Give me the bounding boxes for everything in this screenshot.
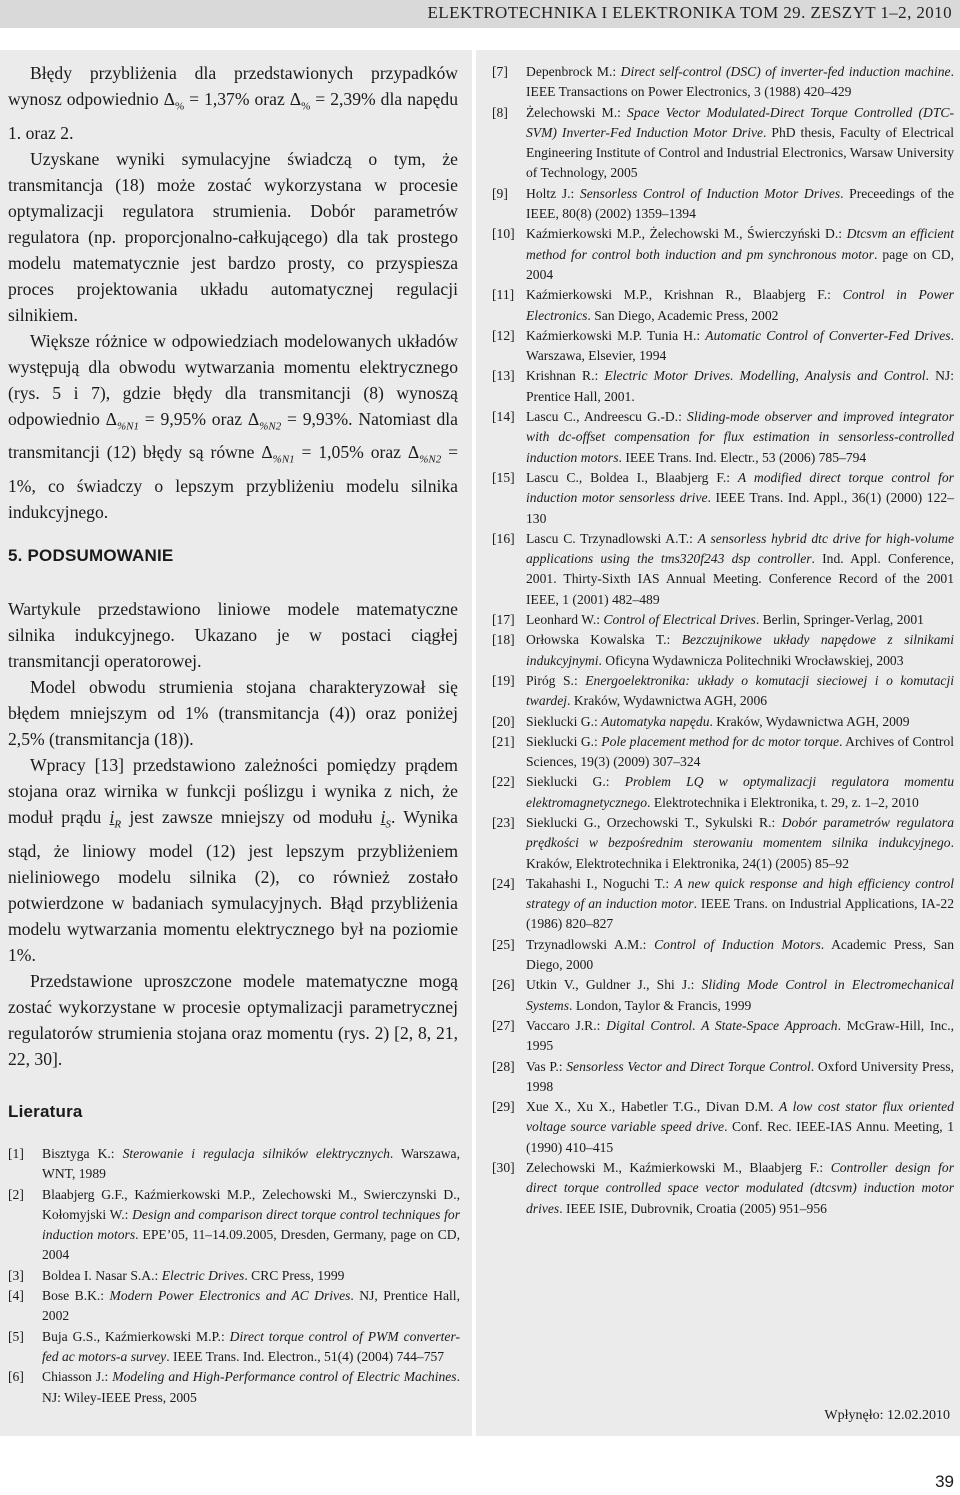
reference-title: Space Vector Modulated-Direct Torque Controlled (DTC-SVM) Inverter-Fed Induction Motor Drive bbox=[526, 104, 954, 140]
reference-authors: Utkin V., Guldner J., Shi J.: bbox=[526, 977, 702, 993]
reference-item bbox=[492, 874, 954, 935]
reference-title: Control of Induction Motors bbox=[654, 936, 821, 952]
reference-number: [3] bbox=[8, 1267, 24, 1283]
reference-number: [26] bbox=[492, 977, 515, 993]
reference-details: . Berlin, Springer-Verlag, 2001 bbox=[755, 612, 924, 628]
reference-title: Dobór parametrów regulatora prędkości w bezpośrednim sterowaniu momentem silnika indukcyjnego bbox=[526, 814, 954, 851]
reference-number: [27] bbox=[492, 1017, 515, 1033]
reference-details: . San Diego, Academic Press, 2002 bbox=[587, 307, 779, 323]
section-heading-summary: 5. PODSUMOWANIE bbox=[8, 546, 174, 565]
reference-details: . EPE’05, 11–14.09.2005, Dresden, Germany, page on CD, 2004 bbox=[42, 1227, 461, 1263]
reference-title: A modified direct torque control for induction motor sensorless drive bbox=[526, 469, 954, 506]
reference-item bbox=[492, 1097, 954, 1158]
reference-number: [1] bbox=[8, 1146, 24, 1161]
reference-number: [22] bbox=[492, 774, 515, 790]
reference-title: A new quick response and high efficiency control strategy of an induction motor bbox=[526, 875, 954, 912]
reference-details: . NJ: Prentice Hall, 2001. bbox=[526, 368, 955, 404]
reference-title: Pole placement method for dc motor torque bbox=[601, 733, 840, 749]
reference-title: Design and comparison direct torque control techniques for induction motors bbox=[42, 1206, 460, 1243]
reference-authors: Piróg S.: bbox=[526, 672, 586, 688]
reference-title: Direct torque control of PWM converter-fed ac motors-a survey bbox=[42, 1328, 460, 1364]
reference-number: [13] bbox=[492, 368, 515, 384]
reference-number: [19] bbox=[492, 672, 515, 688]
reference-item bbox=[492, 630, 954, 671]
paragraph-summary-2: Model obwodu strumienia stojana charakteryzował się błędem mniejszym od 1% (transmitancja (4)) oraz poniżej 2,5% (transmitancja (18)). bbox=[8, 677, 458, 749]
reference-item bbox=[492, 184, 954, 225]
reference-authors: Kaźmierkowski M.P., Krishnan R., Blaabjerg F.: bbox=[526, 287, 843, 303]
reference-authors: Kaźmierkowski M.P. Tunia H.: bbox=[526, 327, 706, 343]
reference-details: . IEEE Trans. Ind. Electr., 53 (2006) 785–794 bbox=[618, 449, 867, 465]
reference-authors: Bisztyga K.: bbox=[42, 1146, 123, 1161]
reference-details: . IEEE Trans. Ind. Appl., 36(1) (2000) 122–130 bbox=[526, 490, 954, 526]
reference-authors: Zelechowski M., Kaźmierkowski M., Blaabjerg F.: bbox=[526, 1160, 831, 1176]
reference-item bbox=[492, 529, 954, 610]
reference-item bbox=[492, 732, 954, 773]
reference-number: [21] bbox=[492, 733, 515, 749]
reference-number: [18] bbox=[492, 632, 515, 648]
paragraph-summary-3: Wpracy [13] przedstawiono zależności pomiędzy prądem stojana oraz wirnika w funkcji poślizgu i wynika z nich, że moduł prądu $i_R$ jest zawsze mniejszy od modułu $i_S$. Wynika stąd, że liniowy model (12) jest lepszym przybliżeniem nieliniowego modelu silnika (2), co również zostało potwierdzone w badaniach symulacyjnych. Błąd przybliżenia modelu wytwarzania momentu elektrycznego był na poziomie 1%. bbox=[8, 755, 458, 965]
paragraph-simulation-results: Uzyskane wyniki symulacyjne świadczą o tym, że transmitancja (18) może zostać wykorzystana w procesie optymalizacji regulatora strumienia. Dobór parametrów regulatora (np. proporcjonalno-całkującego) dla tak prostego modelu matematycznie jest bardzo prosty, co przyspiesza proces projektowania układu automatycznej regulacji silnikiem. bbox=[8, 148, 458, 325]
reference-details: . Kraków, Elektrotechnika i Elektronika, 24(1) (2005) 85–92 bbox=[526, 835, 954, 871]
reference-number: [20] bbox=[492, 713, 515, 729]
reference-details: . NJ: Wiley-IEEE Press, 2005 bbox=[42, 1369, 460, 1405]
reference-item bbox=[8, 1327, 460, 1368]
results-discussion bbox=[8, 60, 458, 525]
reference-details: . Archives of Control Sciences, 19(3) (2009) 307–324 bbox=[526, 733, 955, 770]
page-footer bbox=[0, 1466, 960, 1495]
reference-details: . IEEE Trans. on Industrial Applications, IA-22 (1986) 820–827 bbox=[526, 896, 954, 932]
reference-details: . Conf. Rec. IEEE-IAS Annu. Meeting, 1 (1990) 410–415 bbox=[526, 1119, 954, 1155]
reference-number: [23] bbox=[492, 814, 515, 830]
reference-number: [6] bbox=[8, 1369, 24, 1385]
paragraph-approx-errors: Błędy przybliżenia dla przedstawionych przypadków wynosz odpowiednio $\Delta_{\%} = 1,37\%$ oraz $\Delta_{\%} = 2,39\%$ dla napędu 1. oraz 2. bbox=[8, 63, 458, 143]
reference-item bbox=[492, 62, 954, 103]
right-column bbox=[476, 50, 960, 1436]
reference-authors: Krishnan R.: bbox=[526, 368, 605, 384]
reference-item bbox=[492, 103, 954, 184]
reference-number: [11] bbox=[492, 287, 515, 303]
reference-item bbox=[8, 1266, 460, 1286]
reference-item bbox=[492, 1057, 954, 1098]
reference-title: Automatyka napędu bbox=[601, 713, 710, 729]
reference-item bbox=[492, 975, 954, 1016]
reference-authors: Sieklucki G.: bbox=[526, 774, 625, 790]
reference-details: . Elektrotechnika i Elektronika, t. 29, z. 1–2, 2010 bbox=[647, 794, 919, 810]
reference-number: [9] bbox=[492, 185, 508, 201]
reference-title: Automatic Control of Converter-Fed Drives bbox=[705, 327, 951, 343]
reference-details: . Oficyna Wydawnicza Politechniki Wrocławskiej, 2003 bbox=[598, 652, 904, 668]
reference-authors: Kaźmierkowski M.P., Żelechowski M., Świerczyński D.: bbox=[526, 226, 847, 242]
reference-item bbox=[492, 671, 954, 712]
reference-title: Modern Power Electronics and AC Drives bbox=[109, 1288, 351, 1304]
reference-details: . Ind. Appl. Conference, 2001. Thirty-Sixth IAS Annual Meeting. Conference Record of the 2001 IEEE, 1 (2001) 482–489 bbox=[526, 551, 954, 607]
reference-item bbox=[8, 1286, 460, 1327]
reference-number: [15] bbox=[492, 469, 515, 485]
reference-number: [17] bbox=[492, 612, 515, 628]
reference-title: Control in Power Electronics bbox=[526, 287, 954, 323]
reference-authors: Vas P.: bbox=[526, 1058, 567, 1074]
reference-item bbox=[492, 813, 954, 874]
reference-title: Sensorless Control of Induction Motor Drives bbox=[579, 185, 841, 201]
reference-item bbox=[492, 285, 954, 326]
reference-item bbox=[492, 468, 954, 529]
reference-title: A low cost stator flux oriented voltage source variable speed drive bbox=[526, 1099, 954, 1135]
reference-authors: Vaccaro J.R.: bbox=[526, 1017, 607, 1033]
reference-title: Direct self-control (DSC) of inverter-fed induction machine bbox=[620, 64, 951, 79]
reference-authors: Orłowska Kowalska T.: bbox=[526, 632, 682, 648]
reference-item bbox=[8, 1144, 460, 1185]
reference-authors: Leonhard W.: bbox=[526, 612, 604, 628]
reference-authors: Lascu C., Andreescu G.-D.: bbox=[526, 409, 688, 425]
reference-authors: Boldea I. Nasar S.A.: bbox=[42, 1267, 162, 1283]
reference-title: Control of Electrical Drives bbox=[603, 612, 756, 628]
reference-details: . Oxford University Press, 1998 bbox=[526, 1058, 954, 1094]
reference-authors: Blaabjerg G.F., Kaźmierkowski M.P., Zelechowski M., Swierczynski D., Kołomyjski W.: bbox=[42, 1186, 460, 1222]
running-header bbox=[0, 0, 960, 28]
reference-details: . IEEE Transactions on Power Electronics, 3 (1988) 420–429 bbox=[526, 64, 954, 100]
reference-item bbox=[492, 610, 954, 630]
reference-details: . Academic Press, San Diego, 2000 bbox=[526, 936, 954, 973]
reference-title: Sterowanie i regulacja silników elektrycznych bbox=[122, 1146, 390, 1161]
reference-item bbox=[492, 935, 954, 976]
reference-details: . Kraków, Wydawnictwa AGH, 2006 bbox=[567, 693, 768, 709]
reference-authors: Depenbrock M.: bbox=[526, 64, 621, 79]
reference-item bbox=[492, 1016, 954, 1057]
reference-item bbox=[492, 1158, 954, 1219]
reference-number: [8] bbox=[492, 104, 508, 120]
reference-details: . Warszawa, WNT, 1989 bbox=[42, 1146, 460, 1182]
reference-authors: Bose B.K.: bbox=[42, 1288, 110, 1304]
summary-section bbox=[8, 596, 458, 1072]
reference-title: A sensorless hybrid dtc drive for high-volume applications using the tms320f243 dsp controller bbox=[526, 530, 954, 567]
reference-details: . McGraw-Hill, Inc., 1995 bbox=[526, 1017, 954, 1054]
reference-number: [28] bbox=[492, 1058, 515, 1074]
reference-number: [29] bbox=[492, 1099, 515, 1115]
reference-details: . CRC Press, 1999 bbox=[244, 1267, 345, 1283]
reference-title: Sliding-mode observer and improved integrator with dc-offset compensation for flux estimation in sensorless-controlled induction motors bbox=[526, 409, 954, 465]
reference-number: [16] bbox=[492, 530, 515, 546]
received-date: Wpłynęło: 12.02.2010 bbox=[824, 1408, 950, 1423]
reference-number: [2] bbox=[8, 1186, 24, 1202]
paragraph-torque-differences: Większe różnice w odpowiedziach modelowanych układów występują dla obwodu wytwarzania momentu elektrycznego (rys. 5 i 7), gdzie błędy dla transmitancji (8) wynoszą odpowiednio $\Delta_{\%N1} = 9,95\%$ oraz $\Delta_{\%N2} = 9,93\%$. Natomiast dla transmitancji (12) błędy są równe $\Delta_{\%N1} = 1,05\%$ oraz $\Delta_{\%N2} = 1\%$, co świadczy o lepszym przybliżeniu modelu silnika indukcyjnego. bbox=[8, 330, 459, 522]
reference-list-right bbox=[492, 62, 954, 1219]
reference-number: [10] bbox=[492, 226, 515, 242]
reference-title: Bezczujnikowe układy napędowe z silnikami indukcyjnymi bbox=[526, 632, 955, 668]
reference-title: Problem LQ w optymalizacji regulatora momentu elektromagnetycznego bbox=[526, 774, 955, 810]
reference-details: . IEEE Trans. Ind. Electron., 51(4) (2004) 744–757 bbox=[166, 1348, 445, 1364]
reference-authors: Trzynadlowski A.M.: bbox=[526, 936, 655, 952]
reference-details: . Warszawa, Elsevier, 1994 bbox=[526, 327, 955, 364]
reference-number: [24] bbox=[492, 875, 515, 891]
paragraph-summary-4: Przedstawione uproszczone modele matematyczne mogą zostać wykorzystane w procesie optymalizacji parametrycznej regulatorów strumienia stojana oraz momentu (rys. 2) [2, 8, 21, 22, 30]. bbox=[8, 970, 458, 1069]
page-number: 39 bbox=[935, 1472, 954, 1491]
reference-authors: Sieklucki G.: bbox=[526, 713, 602, 729]
left-column bbox=[0, 50, 472, 1436]
reference-title: Energoelektronika: układy o komutacji sieciowej i o komutacji twardej bbox=[526, 672, 954, 709]
reference-details: . Preceedings of the IEEE, 80(8) (2002) 1359–1394 bbox=[526, 185, 954, 222]
reference-title: Sensorless Vector and Direct Torque Control bbox=[566, 1058, 811, 1074]
reference-item bbox=[492, 326, 954, 367]
reference-title: Dtcsvm an efficient method for control both induction and pm synchronous motor bbox=[526, 226, 954, 262]
reference-title: Electric Motor Drives. Modelling, Analysis and Control bbox=[604, 368, 926, 384]
reference-number: [12] bbox=[492, 327, 515, 343]
reference-authors: Chiasson J.: bbox=[42, 1369, 113, 1385]
reference-details: . PhD thesis, Faculty of Electrical Engineering Institute of Control and Industrial Electronics, Warsaw University of Technology, 2005 bbox=[526, 124, 955, 181]
reference-details: . IEEE ISIE, Dubrovnik, Croatia (2005) 951–956 bbox=[559, 1200, 827, 1216]
paragraph-summary-1: Wartykule przedstawiono liniowe modele matematyczne silnika indukcyjnego. Ukazano je w postaci ciągłej transmitancji operatorowej. bbox=[8, 599, 458, 671]
reference-details: . NJ, Prentice Hall, 2002 bbox=[42, 1288, 460, 1324]
reference-title: Modeling and High-Performance control of Electric Machines bbox=[112, 1369, 457, 1385]
reference-authors: Buja G.S., Kaźmierkowski M.P.: bbox=[42, 1328, 230, 1344]
reference-title: Sliding Mode Control in Electromechanical Systems bbox=[526, 977, 954, 1013]
reference-item bbox=[8, 1367, 460, 1408]
reference-details: . Kraków, Wydawnictwa AGH, 2009 bbox=[709, 713, 910, 729]
reference-item bbox=[8, 1185, 460, 1266]
reference-number: [25] bbox=[492, 936, 515, 952]
reference-number: [5] bbox=[8, 1328, 24, 1344]
journal-running-title: ELEKTROTECHNIKA I ELEKTRONIKA TOM 29. ZESZYT 1–2, 2010 bbox=[427, 3, 952, 22]
reference-authors: Sieklucki G., Orzechowski T., Sykulski R.: bbox=[526, 814, 782, 830]
reference-title: Controller design for direct torque controlled space vector modulated (dtcsvm) induction motor drives bbox=[526, 1160, 954, 1216]
reference-item bbox=[492, 366, 954, 407]
reference-title: Electric Drives bbox=[161, 1267, 245, 1283]
reference-authors: Lascu C., Boldea I., Blaabjerg F.: bbox=[526, 469, 738, 485]
reference-item bbox=[492, 772, 954, 813]
reference-item bbox=[492, 224, 954, 285]
reference-list-left bbox=[8, 1144, 460, 1408]
reference-number: [14] bbox=[492, 409, 515, 425]
reference-details: . London, Taylor & Francis, 1999 bbox=[569, 997, 752, 1013]
reference-item bbox=[492, 407, 954, 468]
reference-item bbox=[492, 712, 954, 732]
reference-authors: Żelechowski M.: bbox=[526, 104, 628, 120]
reference-title: Digital Control. A State-Space Approach bbox=[606, 1017, 838, 1033]
section-heading-literature: Lieratura bbox=[8, 1102, 83, 1121]
reference-authors: Xue X., Xu X., Habetler T.G., Divan D.M. bbox=[526, 1099, 780, 1115]
reference-authors: Holtz J.: bbox=[526, 185, 580, 201]
reference-authors: Sieklucki G.: bbox=[526, 733, 602, 749]
reference-number: [30] bbox=[492, 1160, 515, 1176]
reference-number: [7] bbox=[492, 64, 508, 79]
reference-authors: Lascu C. Trzynadlowski A.T.: bbox=[526, 530, 698, 546]
reference-details: . page on CD, 2004 bbox=[526, 246, 954, 282]
reference-authors: Takahashi I., Noguchi T.: bbox=[526, 875, 675, 891]
reference-number: [4] bbox=[8, 1288, 24, 1304]
